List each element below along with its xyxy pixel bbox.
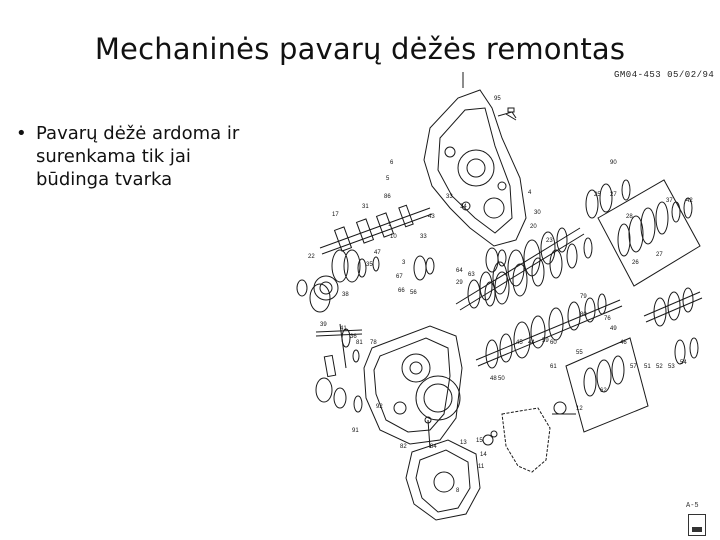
lower-housing (364, 326, 462, 444)
bullet-marker: • (16, 123, 27, 144)
bullet-list (14, 122, 244, 191)
part-number-label: 82 (400, 444, 407, 450)
part-number-label: 47 (374, 250, 381, 256)
part-number-label: 61 (550, 364, 557, 370)
part-number-label: 34 (460, 204, 467, 210)
part-number-label: 42 (686, 198, 693, 204)
part-number-label: 45 (516, 340, 523, 346)
part-number-label: 8 (456, 488, 460, 494)
page-reference: A-5 (686, 502, 699, 510)
part-number-label: 36 (350, 334, 357, 340)
part-number-label: 26 (632, 260, 639, 266)
part-number-label: 25 (594, 192, 601, 198)
part-number-label: 80 (580, 312, 587, 318)
part-number-label: 1 (388, 222, 392, 228)
part-number-label: 49 (610, 326, 617, 332)
part-number-label: 50 (498, 376, 505, 382)
part-number-label: 54 (680, 360, 687, 366)
part-number-label: 35 (366, 262, 373, 268)
part-number-label: 33 (420, 234, 427, 240)
main-shaft-assembly (456, 228, 584, 310)
part-number-label: 48 (490, 376, 497, 382)
part-number-label: 84 (430, 444, 437, 450)
part-number-label: 66 (398, 288, 405, 294)
part-number-label: 67 (396, 274, 403, 280)
bullet-item (14, 122, 244, 191)
part-number-label: 78 (370, 340, 377, 346)
part-number-label: 28 (626, 214, 633, 220)
part-number-label: 62 (600, 388, 607, 394)
part-number-label: 23 (546, 238, 553, 244)
counter-shaft (476, 294, 622, 368)
part-number-label: 11 (478, 464, 485, 470)
document-icon (688, 514, 706, 536)
part-number-label: 60 (550, 340, 557, 346)
part-number-label: 81 (356, 340, 363, 346)
part-number-label: 59 (542, 338, 549, 344)
part-number-label: 56 (410, 290, 417, 296)
part-number-label: 13 (460, 440, 467, 446)
part-number-label: 15 (476, 438, 483, 444)
part-number-label: 51 (644, 364, 651, 370)
part-number-label: 91 (352, 428, 359, 434)
part-number-label: 22 (308, 254, 315, 260)
part-number-label: 17 (332, 212, 339, 218)
part-number-label: 92 (376, 404, 383, 410)
part-number-label: 3 (402, 260, 406, 266)
part-number-label: 41 (340, 326, 347, 332)
part-number-label: 53 (668, 364, 675, 370)
part-number-label: 38 (342, 292, 349, 298)
part-number-label: 6 (390, 160, 394, 166)
part-number-label: 76 (604, 316, 611, 322)
part-number-label: 79 (580, 294, 587, 300)
part-number-label: 20 (530, 224, 537, 230)
part-number-label: 44 (528, 340, 535, 346)
part-number-label: 27 (656, 252, 663, 258)
part-number-label: 37 (666, 198, 673, 204)
drawing-code-stamp: GM04-453 05/02/94 (614, 70, 715, 80)
part-number-label: 55 (576, 350, 583, 356)
bullet-text: Pavarų dėžė ardoma ir surenkama tik jai būdinga tvarka (36, 123, 240, 190)
part-number-label: 46 (620, 340, 627, 346)
part-number-label: 12 (576, 406, 583, 412)
part-number-label: 90 (610, 160, 617, 166)
upper-housing (424, 90, 526, 246)
part-number-label: 33 (446, 194, 453, 200)
gearbox-exploded-diagram (280, 68, 720, 540)
part-number-label: 86 (384, 194, 391, 200)
part-number-label: 43 (428, 214, 435, 220)
part-number-label: 27 (610, 192, 617, 198)
slide-title: Mechaninės pavarų dėžės remontas (94, 32, 626, 66)
part-number-label: 31 (362, 204, 369, 210)
part-number-label: 4 (528, 190, 532, 196)
part-number-label: 14 (480, 452, 487, 458)
part-number-label: 63 (468, 272, 475, 278)
part-number-labels (308, 96, 693, 494)
part-number-label: 5 (386, 176, 390, 182)
part-number-label: 52 (656, 364, 663, 370)
part-number-label: 39 (320, 322, 327, 328)
gear-cluster-upper (332, 248, 506, 282)
part-number-label: 30 (534, 210, 541, 216)
part-number-label: 95 (494, 96, 501, 102)
part-number-label: 29 (456, 280, 463, 286)
part-number-label: 10 (390, 234, 397, 240)
gasket (502, 408, 550, 472)
part-number-label: 64 (456, 268, 463, 274)
part-number-label: 57 (630, 364, 637, 370)
